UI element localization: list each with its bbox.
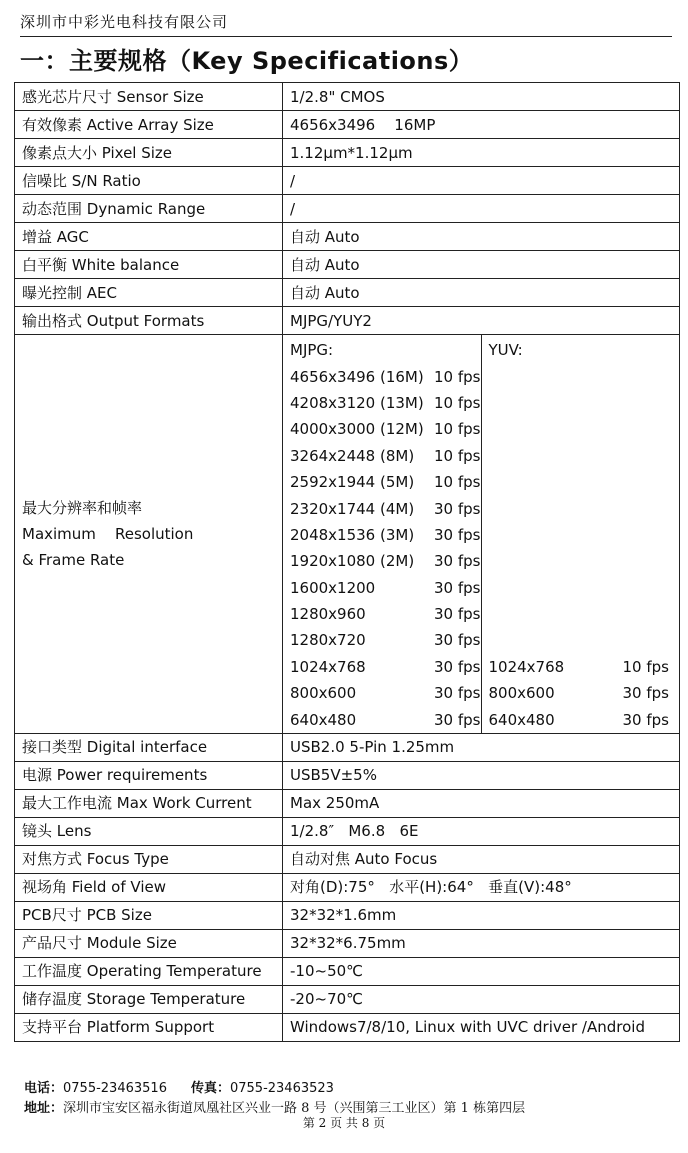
spec-row [15, 985, 680, 1013]
spec-label: 白平衡 White balance [15, 251, 283, 279]
spec-value: 对角(D):75° 水平(H):64° 垂直(V):48° [283, 873, 680, 901]
mjpg-fps: 30 fps [434, 605, 481, 624]
mjpg-fps: 30 fps [434, 657, 481, 676]
yuv-spacer [489, 601, 680, 627]
mjpg-resolution: 3264x2448 (8M) [290, 446, 415, 465]
spec-row [15, 83, 680, 111]
mjpg-fps: 10 fps [434, 367, 481, 386]
spec-value: -10~50℃ [283, 957, 680, 985]
spec-label: 增益 AGC [15, 223, 283, 251]
resolution-label-en2: & Frame Rate [22, 550, 125, 569]
spec-label: 对焦方式 Focus Type [15, 845, 283, 873]
spec-rows-top [15, 83, 680, 335]
mjpg-header: MJPG: [290, 341, 334, 360]
spec-label: 信噪比 S/N Ratio [15, 167, 283, 195]
spec-label: 工作温度 Operating Temperature [15, 957, 283, 985]
tel-label: 电话： [24, 1081, 64, 1096]
spec-row [15, 223, 680, 251]
mjpg-resolution: 1600x1200 [290, 578, 376, 597]
yuv-spacer [489, 627, 680, 653]
yuv-item [489, 680, 680, 706]
mjpg-resolution: 800x600 [290, 684, 357, 703]
addr-label: 地址： [24, 1101, 64, 1116]
fax-label: 传真： [190, 1081, 230, 1096]
spec-row [15, 279, 680, 307]
mjpg-item [290, 601, 481, 627]
mjpg-fps: 10 fps [434, 446, 481, 465]
mjpg-resolution: 1280x720 [290, 631, 366, 650]
mjpg-fps: 10 fps [434, 393, 481, 412]
yuv-spacer [489, 469, 680, 495]
mjpg-item [290, 443, 481, 469]
spec-label: 视场角 Field of View [15, 873, 283, 901]
yuv-spacer [489, 443, 680, 469]
mjpg-item [290, 495, 481, 521]
mjpg-fps: 10 fps [434, 420, 481, 439]
spec-row [15, 957, 680, 985]
spec-row [15, 733, 680, 761]
spec-row [15, 111, 680, 139]
spec-row [15, 307, 680, 335]
spec-row [15, 845, 680, 873]
spec-value: 1/2.8″ M6.8 6E [283, 817, 680, 845]
mjpg-item [290, 548, 481, 574]
mjpg-item [290, 654, 481, 680]
yuv-resolution: 800x600 [488, 684, 555, 703]
spec-row [15, 929, 680, 957]
spec-label: 电源 Power requirements [15, 761, 283, 789]
yuv-fps: 10 fps [622, 657, 669, 676]
yuv-spacer [489, 548, 680, 574]
spec-value: 4656x3496 16MP [283, 111, 680, 139]
spec-row [15, 1013, 680, 1041]
mjpg-fps: 30 fps [434, 684, 481, 703]
spec-label: 镜头 Lens [15, 817, 283, 845]
mjpg-resolution: 640x480 [290, 710, 357, 729]
contact-line [24, 1077, 334, 1096]
spec-row [15, 139, 680, 167]
spec-label: 储存温度 Storage Temperature [15, 985, 283, 1013]
mjpg-item [290, 575, 481, 601]
tel-value: 0755-23463516 [63, 1081, 167, 1096]
spec-value: 1/2.8" CMOS [283, 83, 680, 111]
spec-value: 1.12μm*1.12μm [283, 139, 680, 167]
mjpg-resolution: 2320x1744 (4M) [290, 499, 415, 518]
spec-value: 32*32*1.6mm [283, 901, 680, 929]
mjpg-resolution: 4000x3000 (12M) [290, 420, 424, 439]
addr-value: 深圳市宝安区福永街道凤凰社区兴业一路 8 号（兴围第三工业区）第 1 栋第四层 [63, 1101, 526, 1116]
spec-label: 有效像素 Active Array Size [15, 111, 283, 139]
mjpg-resolution: 1024x768 [290, 657, 366, 676]
spec-value: 自动 Auto [283, 279, 680, 307]
mjpg-fps: 30 fps [434, 499, 481, 518]
section-title: 一：主要规格（Key Specifications） [20, 47, 474, 75]
resolution-label-cn: 最大分辨率和帧率 [22, 498, 143, 517]
spec-table [14, 82, 680, 1042]
mjpg-item [290, 416, 481, 442]
spec-value: MJPG/YUY2 [283, 307, 680, 335]
company-name: 深圳市中彩光电科技有限公司 [20, 13, 229, 31]
spec-label: 感光芯片尺寸 Sensor Size [15, 83, 283, 111]
yuv-spacer [489, 575, 680, 601]
mjpg-resolution: 1920x1080 (2M) [290, 552, 415, 571]
yuv-spacer [489, 363, 680, 389]
spec-value: 自动对焦 Auto Focus [283, 845, 680, 873]
spec-label: 产品尺寸 Module Size [15, 929, 283, 957]
yuv-spacer [489, 390, 680, 416]
spec-label: 动态范围 Dynamic Range [15, 195, 283, 223]
mjpg-list [283, 335, 482, 734]
resolution-label-en1: Maximum Resolution [22, 524, 194, 543]
spec-row [15, 251, 680, 279]
mjpg-fps: 30 fps [434, 578, 481, 597]
yuv-item [489, 706, 680, 732]
spec-label: 最大工作电流 Max Work Current [15, 789, 283, 817]
spec-value: 32*32*6.75mm [283, 929, 680, 957]
yuv-resolution: 1024x768 [488, 657, 565, 676]
yuv-spacer [489, 522, 680, 548]
spec-row [15, 873, 680, 901]
yuv-spacer [489, 495, 680, 521]
spec-value: USB2.0 5-Pin 1.25mm [283, 733, 680, 761]
yuv-item [489, 654, 680, 680]
spec-label: 曝光控制 AEC [15, 279, 283, 307]
spec-label: 像素点大小 Pixel Size [15, 139, 283, 167]
spec-value: / [283, 195, 680, 223]
fax-value: 0755-23463523 [229, 1081, 334, 1096]
mjpg-fps: 30 fps [434, 631, 481, 650]
mjpg-fps: 30 fps [434, 552, 481, 571]
spec-value: / [283, 167, 680, 195]
mjpg-resolution: 4656x3496 (16M) [290, 367, 424, 386]
mjpg-resolution: 1280x960 [290, 605, 366, 624]
yuv-fps: 30 fps [622, 710, 669, 729]
resolution-block [15, 335, 680, 734]
spec-row [15, 195, 680, 223]
spec-value: USB5V±5% [283, 761, 680, 789]
spec-value: Max 250mA [283, 789, 680, 817]
page-number: 第 2 页 共 8 页 [302, 1116, 386, 1130]
mjpg-resolution: 2592x1944 (5M) [290, 473, 415, 492]
yuv-fps: 30 fps [622, 684, 669, 703]
mjpg-item [290, 680, 481, 706]
spec-row [15, 901, 680, 929]
yuv-list [481, 335, 680, 734]
spec-value: -20~70℃ [283, 985, 680, 1013]
yuv-resolution: 640x480 [488, 710, 555, 729]
mjpg-item [290, 627, 481, 653]
spec-label: PCB尺寸 PCB Size [15, 901, 283, 929]
mjpg-fps: 10 fps [434, 473, 481, 492]
mjpg-item [290, 522, 481, 548]
mjpg-item [290, 363, 481, 389]
spec-value: Windows7/8/10, Linux with UVC driver /Android [283, 1013, 680, 1041]
yuv-spacer [489, 416, 680, 442]
mjpg-resolution: 2048x1536 (3M) [290, 525, 415, 544]
spec-row [15, 761, 680, 789]
mjpg-item [290, 390, 481, 416]
spec-row [15, 817, 680, 845]
spec-row [15, 789, 680, 817]
spec-value: 自动 Auto [283, 223, 680, 251]
spec-label: 输出格式 Output Formats [15, 307, 283, 335]
spec-label: 接口类型 Digital interface [15, 733, 283, 761]
mjpg-item [290, 469, 481, 495]
resolution-label [15, 335, 283, 734]
header-rule [20, 36, 672, 37]
spec-row [15, 167, 680, 195]
mjpg-resolution: 4208x3120 (13M) [290, 393, 424, 412]
yuv-header: YUV: [488, 341, 523, 360]
mjpg-fps: 30 fps [434, 710, 481, 729]
spec-value: 自动 Auto [283, 251, 680, 279]
spec-rows-bottom [15, 733, 680, 1041]
mjpg-item [290, 706, 481, 732]
spec-label: 支持平台 Platform Support [15, 1013, 283, 1041]
mjpg-fps: 30 fps [434, 525, 481, 544]
